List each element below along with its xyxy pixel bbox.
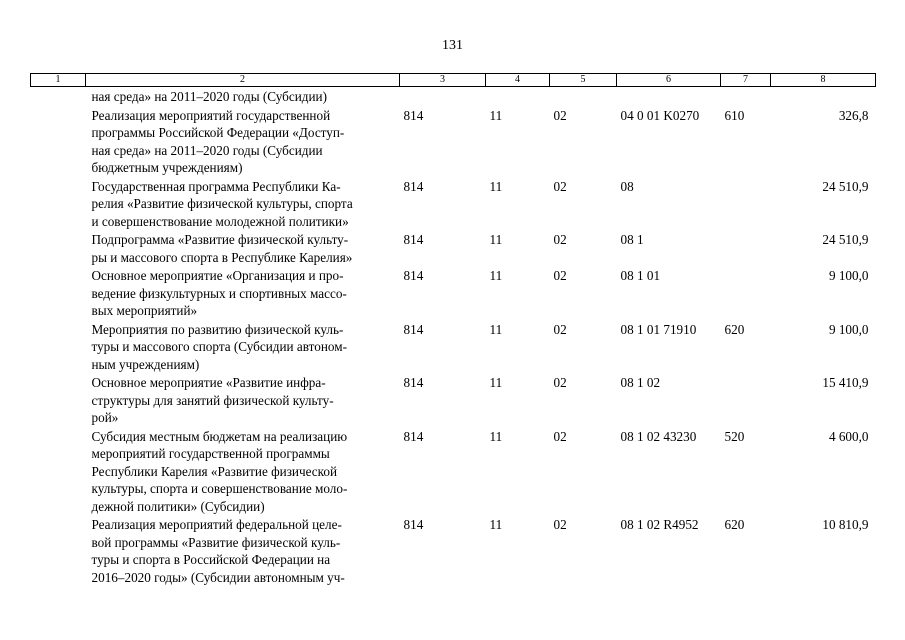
cell-col7 [721,87,771,106]
table-row [31,266,876,320]
cell-col1 [31,515,86,586]
cell-col5: 02 [553,517,567,532]
cell-col6: 08 1 01 [620,268,661,283]
cell-name: ная среда» на 2011–2020 годы (Субсидии) [91,89,327,104]
cell-col4: 11 [489,375,503,390]
cell-name: Мероприятия по развитию физической куль- туры и массового спорта (Субсидии автоном- ным учреждениям) [91,321,347,372]
cell-col4: 11 [489,232,503,247]
cell-amount: 9 100,0 [828,321,869,337]
column-header-3: 3 [400,74,486,87]
cell-col7 [721,230,771,266]
cell-col4: 11 [489,517,503,532]
cell-col7: 620 [724,517,745,532]
cell-col3: 814 [403,178,424,194]
cell-col4: 11 [489,321,503,337]
cell-name: Основное мероприятие «Развитие инфра- структуры для занятий физической культу- рой» [91,375,334,425]
cell-col5: 02 [553,232,567,247]
cell-col5: 02 [553,321,567,337]
cell-col3: 814 [403,321,424,337]
cell-col1 [31,320,86,374]
cell-col3: 814 [403,232,424,247]
table-row [31,230,876,266]
cell-col1 [31,230,86,266]
column-header-6: 6 [617,74,721,87]
cell-col4 [486,87,550,106]
cell-amount: 24 510,9 [822,178,869,194]
cell-col7 [721,373,771,427]
cell-col7: 620 [724,321,745,337]
cell-col6: 08 1 02 R4952 [620,517,699,532]
cell-col6: 08 1 02 43230 [620,428,697,444]
cell-name: Реализация мероприятий федеральной целе- вой программы «Развитие физической куль- туры и спорта в Российской Федерации на 2016–2020 годы» (Субсидии автономным уч- [91,517,345,585]
column-header-2: 2 [86,74,400,87]
cell-col6: 08 1 01 71910 [620,321,697,337]
column-header-1: 1 [31,74,86,87]
cell-name: Субсидия местным бюджетам на реализацию мероприятий государственной программы Республики Карелия «Развитие физической культуры, спорта и совершенствование моло- дежной политики» (Субсидии) [91,428,348,514]
cell-amount: 9 100,0 [828,268,869,283]
cell-amount: 15 410,9 [822,375,869,390]
cell-col3 [400,87,486,106]
column-header-8: 8 [771,74,876,87]
table-row [31,87,876,106]
cell-amount: 24 510,9 [822,232,869,247]
cell-name: Реализация мероприятий государственной программы Российской Федерации «Доступ- ная среда» на 2011–2020 годы (Субсидии бюджетным учреждениям) [91,107,345,175]
table-row [31,427,876,516]
cell-col4: 11 [489,428,503,444]
cell-col1 [31,87,86,106]
cell-col1 [31,106,86,177]
column-header-4: 4 [486,74,550,87]
cell-col7: 520 [724,428,745,444]
table-row [31,177,876,231]
cell-amount [771,87,876,106]
table-row [31,373,876,427]
cell-col1 [31,266,86,320]
column-header-7: 7 [721,74,771,87]
budget-table-container [30,73,875,586]
cell-col5: 02 [553,268,567,283]
cell-col7 [721,266,771,320]
column-number-header [31,74,876,87]
column-header-5: 5 [550,74,617,87]
cell-name: Государственная программа Республики Ка- релия «Развитие физической культуры, спорта и совершенствование молодежной политики» [91,178,353,229]
cell-col5: 02 [553,178,567,194]
budget-table [30,73,876,586]
cell-col7: 610 [724,107,745,123]
cell-col5: 02 [553,375,567,390]
cell-col6: 08 [620,178,634,194]
cell-col3: 814 [403,268,424,283]
cell-amount: 4 600,0 [828,428,869,444]
cell-col6: 08 1 [620,232,644,247]
cell-col3: 814 [403,428,424,444]
cell-col6: 04 0 01 K0270 [620,107,700,123]
cell-col6 [617,87,721,106]
cell-col5 [550,87,617,106]
cell-col1 [31,427,86,516]
table-row [31,106,876,177]
cell-name: Основное мероприятие «Организация и про- ведение физкультурных и спортивных массо- вых мероприятий» [91,268,347,318]
cell-amount: 10 810,9 [822,517,869,532]
cell-col4: 11 [489,178,503,194]
cell-col4: 11 [489,107,503,123]
cell-col1 [31,177,86,231]
table-row [31,515,876,586]
table-row [31,320,876,374]
cell-col5: 02 [553,428,567,444]
page-number: 131 [442,38,463,53]
cell-col4: 11 [489,268,503,283]
cell-col1 [31,373,86,427]
cell-amount: 326,8 [838,107,869,123]
cell-col3: 814 [403,375,424,390]
cell-col7 [721,177,771,231]
cell-name: Подпрограмма «Развитие физической культу- ры и массового спорта в Республике Карелия» [91,232,353,265]
cell-col3: 814 [403,107,424,123]
cell-col5: 02 [553,107,567,123]
cell-col3: 814 [403,517,424,532]
cell-col6: 08 1 02 [620,375,661,390]
